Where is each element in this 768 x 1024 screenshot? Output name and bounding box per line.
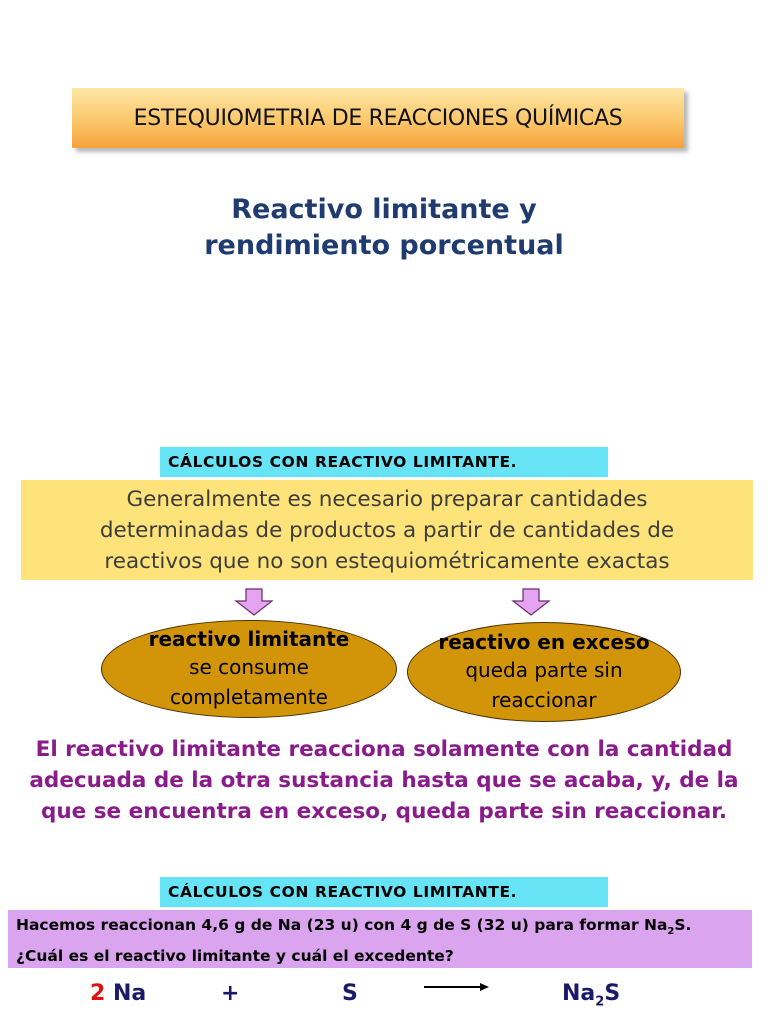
product-end: S — [604, 981, 621, 1006]
limiting-reagent-ellipse — [101, 620, 397, 718]
reaction-arrow-icon — [424, 980, 490, 994]
subtitle-line-1: Reactivo limitante y — [231, 194, 537, 225]
intro-line-1: Generalmente es necesario preparar cantidades — [126, 486, 648, 512]
problem-text-end: S. — [674, 916, 692, 934]
page-title: ESTEQUIOMETRIA DE REACCIONES QUÍMICAS — [72, 88, 684, 148]
section-label-1: CÁLCULOS CON REACTIVO LIMITANTE. — [160, 447, 608, 477]
limiting-reagent-line-2: completamente — [170, 685, 328, 709]
intro-line-2: determinadas de productos a partir de cantidades de — [99, 517, 675, 543]
intro-box — [21, 480, 753, 580]
intro-line-3: reactivos que no son estequiométricamente exactas — [104, 548, 670, 574]
problem-box — [8, 910, 752, 968]
down-arrow-icon — [234, 588, 274, 616]
problem-text: Hacemos reaccionan 4,6 g de Na (23 u) con 4 g de S (32 u) para formar Na — [16, 916, 668, 934]
problem-subscript: 2 — [667, 926, 675, 938]
explanation-line-2: adecuada de la otra sustancia hasta que se acaba, y, de la — [29, 768, 739, 793]
excess-reagent-title: reactivo en exceso — [438, 630, 650, 654]
equation-reactant-1 — [90, 981, 146, 1006]
equation-reactant-2: S — [342, 981, 358, 1006]
excess-reagent-line-1: queda parte sin — [465, 658, 623, 682]
limiting-reagent-title: reactivo limitante — [148, 627, 350, 651]
explanation-text — [18, 734, 750, 827]
excess-reagent-ellipse — [407, 622, 681, 722]
equation-coefficient: 2 — [90, 981, 106, 1006]
explanation-line-1: El reactivo limitante reacciona solamente con la cantidad — [35, 737, 733, 762]
equation-plus: + — [221, 981, 240, 1006]
down-arrow-icon — [511, 588, 551, 616]
limiting-reagent-line-1: se consume — [189, 655, 309, 679]
equation-na: Na — [112, 981, 147, 1006]
product-base: Na — [562, 981, 596, 1006]
problem-line-2: ¿Cuál es el reactivo limitante y cuál el excedente? — [16, 947, 454, 966]
subtitle-line-2: rendimiento porcentual — [204, 230, 564, 261]
excess-reagent-line-2: reaccionar — [491, 688, 597, 712]
equation-product — [562, 981, 620, 1009]
product-subscript: 2 — [595, 994, 605, 1010]
problem-line-1 — [16, 913, 744, 944]
section-label-2: CÁLCULOS CON REACTIVO LIMITANTE. — [160, 877, 608, 907]
explanation-line-3: que se encuentra en exceso, queda parte sin reaccionar. — [40, 799, 727, 824]
subtitle — [120, 192, 648, 264]
